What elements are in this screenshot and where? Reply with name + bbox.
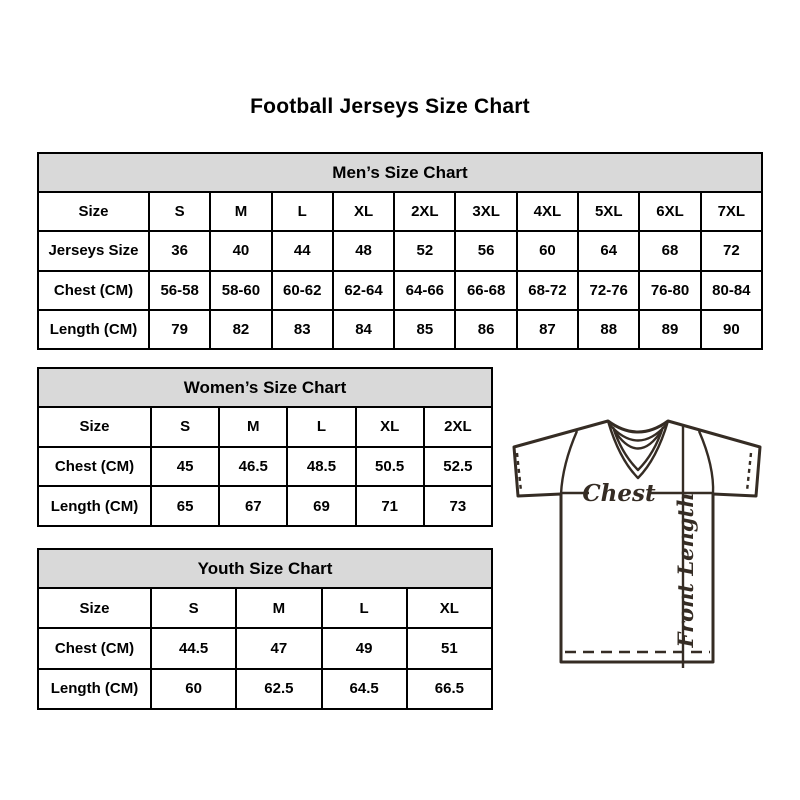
- size-value-cell: 76-80: [639, 271, 700, 310]
- size-value-cell: 45: [151, 447, 219, 487]
- size-value-cell: 71: [356, 486, 424, 526]
- row-label: Jerseys Size: [38, 231, 149, 270]
- size-value-cell: 65: [151, 486, 219, 526]
- row-label: Chest (CM): [38, 628, 151, 668]
- size-table: [37, 548, 493, 710]
- size-value-cell: 86: [455, 310, 516, 349]
- size-table: [37, 152, 763, 350]
- table-row: [38, 271, 762, 310]
- size-value-cell: XL: [356, 407, 424, 447]
- size-value-cell: 64-66: [394, 271, 455, 310]
- size-value-cell: 72-76: [578, 271, 639, 310]
- size-value-cell: XL: [333, 192, 394, 231]
- size-value-cell: 2XL: [394, 192, 455, 231]
- size-value-cell: 4XL: [517, 192, 578, 231]
- size-value-cell: 66-68: [455, 271, 516, 310]
- size-value-cell: 60-62: [272, 271, 333, 310]
- size-value-cell: M: [210, 192, 271, 231]
- size-value-cell: 47: [236, 628, 321, 668]
- size-value-cell: XL: [407, 588, 492, 628]
- row-label: Length (CM): [38, 486, 151, 526]
- size-value-cell: 40: [210, 231, 271, 270]
- womens-size-table: [37, 367, 493, 527]
- size-value-cell: 44.5: [151, 628, 236, 668]
- table-row: [38, 231, 762, 270]
- table-row: [38, 310, 762, 349]
- chest-label: Chest: [582, 480, 656, 507]
- size-table: [37, 367, 493, 527]
- size-value-cell: S: [151, 407, 219, 447]
- size-value-cell: 83: [272, 310, 333, 349]
- size-value-cell: L: [322, 588, 407, 628]
- size-value-cell: 6XL: [639, 192, 700, 231]
- size-value-cell: 72: [701, 231, 762, 270]
- size-value-cell: 79: [149, 310, 210, 349]
- size-value-cell: 66.5: [407, 669, 492, 709]
- size-value-cell: 87: [517, 310, 578, 349]
- size-value-cell: 89: [639, 310, 700, 349]
- page-title: Football Jerseys Size Chart: [250, 95, 530, 118]
- table-title: Women’s Size Chart: [38, 368, 492, 407]
- table-title: Men’s Size Chart: [38, 153, 762, 192]
- size-value-cell: 68: [639, 231, 700, 270]
- row-label: Size: [38, 192, 149, 231]
- size-value-cell: L: [287, 407, 355, 447]
- table-row: [38, 407, 492, 447]
- size-value-cell: 84: [333, 310, 394, 349]
- size-value-cell: 69: [287, 486, 355, 526]
- table-row: [38, 628, 492, 668]
- size-value-cell: 52.5: [424, 447, 492, 487]
- size-value-cell: 44: [272, 231, 333, 270]
- row-label: Length (CM): [38, 310, 149, 349]
- size-value-cell: 90: [701, 310, 762, 349]
- size-value-cell: M: [236, 588, 321, 628]
- size-value-cell: 68-72: [517, 271, 578, 310]
- row-label: Size: [38, 588, 151, 628]
- table-title: Youth Size Chart: [38, 549, 492, 588]
- size-value-cell: 62-64: [333, 271, 394, 310]
- table-row: [38, 588, 492, 628]
- size-value-cell: 46.5: [219, 447, 287, 487]
- size-value-cell: 3XL: [455, 192, 516, 231]
- row-label: Size: [38, 407, 151, 447]
- size-value-cell: 51: [407, 628, 492, 668]
- youth-size-table: [37, 548, 493, 710]
- size-value-cell: 7XL: [701, 192, 762, 231]
- size-value-cell: 60: [151, 669, 236, 709]
- mens-size-table: [37, 152, 763, 350]
- row-label: Chest (CM): [38, 447, 151, 487]
- size-value-cell: S: [151, 588, 236, 628]
- table-row: [38, 192, 762, 231]
- size-value-cell: L: [272, 192, 333, 231]
- table-row: [38, 486, 492, 526]
- front-length-label: Front Length: [673, 492, 698, 648]
- size-value-cell: S: [149, 192, 210, 231]
- size-value-cell: 56: [455, 231, 516, 270]
- size-value-cell: 36: [149, 231, 210, 270]
- size-value-cell: 52: [394, 231, 455, 270]
- size-value-cell: 49: [322, 628, 407, 668]
- size-value-cell: 60: [517, 231, 578, 270]
- size-value-cell: 64.5: [322, 669, 407, 709]
- size-value-cell: 50.5: [356, 447, 424, 487]
- size-value-cell: 56-58: [149, 271, 210, 310]
- table-row: [38, 669, 492, 709]
- jersey-outline-shape: [514, 421, 760, 662]
- size-value-cell: 67: [219, 486, 287, 526]
- row-label: Length (CM): [38, 669, 151, 709]
- size-value-cell: 2XL: [424, 407, 492, 447]
- row-label: Chest (CM): [38, 271, 149, 310]
- size-value-cell: 64: [578, 231, 639, 270]
- jersey-diagram-svg: [505, 412, 765, 672]
- size-value-cell: 5XL: [578, 192, 639, 231]
- size-value-cell: 48: [333, 231, 394, 270]
- size-value-cell: 88: [578, 310, 639, 349]
- table-row: [38, 447, 492, 487]
- size-value-cell: 48.5: [287, 447, 355, 487]
- size-value-cell: 80-84: [701, 271, 762, 310]
- size-value-cell: 62.5: [236, 669, 321, 709]
- size-value-cell: 73: [424, 486, 492, 526]
- size-value-cell: M: [219, 407, 287, 447]
- size-value-cell: 85: [394, 310, 455, 349]
- size-value-cell: 82: [210, 310, 271, 349]
- jersey-measurement-diagram: [505, 412, 765, 672]
- size-value-cell: 58-60: [210, 271, 271, 310]
